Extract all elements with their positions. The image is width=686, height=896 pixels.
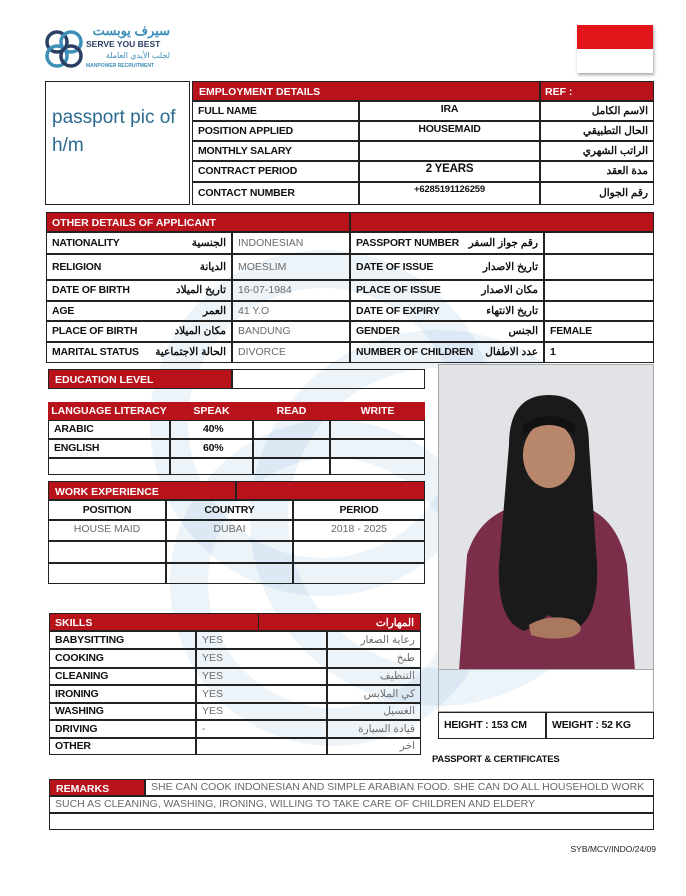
skill-cooking-value: YES — [196, 649, 327, 668]
work-empty-cell — [293, 541, 425, 563]
skill-ironing-arabic: كي الملابس — [327, 685, 421, 703]
language-empty-cell — [253, 458, 330, 475]
position-applied-arabic: الحال التطبيقي — [540, 121, 654, 141]
work-empty-cell — [166, 563, 293, 584]
label-text: NATIONALITY — [52, 236, 120, 249]
skill-driving-value: - — [196, 720, 327, 738]
language-arabic-speak: 40% — [170, 420, 253, 439]
religion-label — [46, 254, 232, 280]
work-empty-cell — [48, 541, 166, 563]
passport-photo-box — [45, 81, 190, 205]
language-arabic-write — [330, 420, 425, 439]
place-of-issue-label — [350, 280, 544, 301]
contract-period-value: 2 YEARS — [359, 161, 540, 182]
skill-washing-value: YES — [196, 703, 327, 720]
language-header-literacy: LANGUAGE LITERACY — [48, 402, 170, 420]
label-text: DATE OF ISSUE — [356, 260, 434, 273]
full-name-label: FULL NAME — [192, 101, 359, 121]
marital-status-value: DIVORCE — [232, 342, 350, 363]
skill-cooking: COOKING — [49, 649, 196, 668]
label-text: DATE OF BIRTH — [52, 284, 130, 297]
passport-number-label — [350, 232, 544, 254]
work-experience-header-right — [236, 481, 425, 500]
employment-header: EMPLOYMENT DETAILS — [192, 81, 540, 101]
label-arabic: الديانة — [199, 260, 226, 273]
logo-arabic-sub: لجلب الأيدي العاملة — [105, 51, 170, 60]
gender-label — [350, 321, 544, 342]
flag-red-band — [577, 25, 653, 49]
education-header: EDUCATION LEVEL — [48, 369, 232, 389]
skill-babysitting: BABYSITTING — [49, 631, 196, 649]
label-arabic: عدد الاطفال — [485, 346, 538, 359]
date-of-expiry-value — [544, 301, 654, 321]
height-value: HEIGHT : 153 CM — [438, 712, 546, 739]
footer-code: SYB/MCV/INDO/24/09 — [570, 844, 656, 854]
skill-cooking-arabic: طبخ — [327, 649, 421, 668]
ref-label: REF : — [540, 81, 654, 101]
label-arabic: الحالة الاجتماعية — [155, 346, 226, 359]
skill-driving-arabic: قيادة السيارة — [327, 720, 421, 738]
monthly-salary-label: MONTHLY SALARY — [192, 141, 359, 161]
company-logo — [42, 24, 172, 74]
language-arabic-read — [253, 420, 330, 439]
label-arabic: الجنس — [508, 325, 538, 338]
language-empty-cell — [330, 458, 425, 475]
label-arabic: العمر — [202, 304, 226, 317]
applicant-figure — [439, 365, 654, 670]
position-applied-value: HOUSEMAID — [359, 121, 540, 141]
photo-caption-strip — [438, 670, 654, 712]
label-text: PASSPORT NUMBER — [356, 236, 459, 249]
label-arabic: تاريخ الاصدار — [482, 260, 538, 273]
label-text: MARITAL STATUS — [52, 346, 139, 359]
label-text: PLACE OF ISSUE — [356, 284, 441, 297]
label-text: GENDER — [356, 325, 400, 338]
language-english-write — [330, 439, 425, 458]
nationality-label — [46, 232, 232, 254]
remarks-header: REMARKS — [49, 779, 145, 796]
language-header-write: WRITE — [330, 402, 425, 420]
language-header-speak: SPEAK — [170, 402, 253, 420]
place-of-birth-label — [46, 321, 232, 342]
skill-babysitting-arabic: رعاية الصغار — [327, 631, 421, 649]
work-header-country: COUNTRY — [166, 500, 293, 520]
contract-period-label: CONTRACT PERIOD — [192, 161, 359, 182]
age-value: 41 Y.O — [232, 301, 350, 321]
work-empty-cell — [293, 563, 425, 584]
work-empty-cell — [48, 563, 166, 584]
logo-knot-icon — [42, 27, 86, 71]
full-name-value: IRA — [359, 101, 540, 121]
contract-period-arabic: مدة العقد — [540, 161, 654, 182]
language-empty-cell — [170, 458, 253, 475]
language-header-read: READ — [253, 402, 330, 420]
gender-value: FEMALE — [544, 321, 654, 342]
label-arabic: الجنسية — [191, 236, 226, 249]
language-arabic: ARABIC — [48, 420, 170, 439]
contact-number-label: CONTACT NUMBER — [192, 182, 359, 205]
place-of-birth-value: BANDUNG — [232, 321, 350, 342]
label-text: AGE — [52, 304, 75, 317]
skill-other-value — [196, 738, 327, 755]
place-of-issue-value — [544, 280, 654, 301]
age-label — [46, 301, 232, 321]
skill-washing: WASHING — [49, 703, 196, 720]
contact-number-value: +6285191126259 — [359, 182, 540, 205]
passport-number-value — [544, 232, 654, 254]
monthly-salary-arabic: الراتب الشهري — [540, 141, 654, 161]
skill-ironing: IRONING — [49, 685, 196, 703]
applicant-photo — [438, 364, 654, 670]
other-details-header-right — [350, 212, 654, 232]
language-english: ENGLISH — [48, 439, 170, 458]
skills-header — [49, 613, 421, 631]
work-header-position: POSITION — [48, 500, 166, 520]
work-row-position: HOUSE MAID — [48, 520, 166, 541]
remarks-line-2: SUCH AS CLEANING, WASHING, IRONING, WILLING TO TAKE CARE OF CHILDREN AND ELDERY — [49, 796, 654, 813]
language-english-speak: 60% — [170, 439, 253, 458]
skill-cleaning: CLEANING — [49, 668, 196, 685]
other-details-header: OTHER DETAILS OF APPLICANT — [46, 212, 350, 232]
label-arabic: تاريخ الميلاد — [175, 284, 226, 297]
education-value — [232, 369, 425, 389]
nationality-value: INDONESIAN — [232, 232, 350, 254]
remarks-line-1: SHE CAN COOK INDONESIAN AND SIMPLE ARABIAN FOOD. SHE CAN DO ALL HOUSEHOLD WORK — [145, 779, 654, 796]
remarks-line-3 — [49, 813, 654, 830]
date-of-issue-label — [350, 254, 544, 280]
label-arabic: رقم جواز السفر — [468, 236, 538, 249]
passport-placeholder-text: passport pic of h/m — [52, 107, 176, 156]
full-name-arabic: الاسم الكامل — [540, 101, 654, 121]
skill-other: OTHER — [49, 738, 196, 755]
work-row-country: DUBAI — [166, 520, 293, 541]
label-arabic: مكان الاصدار — [481, 284, 538, 297]
skill-washing-arabic: الغسيل — [327, 703, 421, 720]
skill-cleaning-arabic: التنظيف — [327, 668, 421, 685]
skill-babysitting-value: YES — [196, 631, 327, 649]
work-experience-header: WORK EXPERIENCE — [48, 481, 236, 500]
flag-white-band — [577, 49, 653, 73]
indonesia-flag — [577, 25, 653, 73]
skill-other-arabic: اخر — [327, 738, 421, 755]
logo-english-name: SERVE YOU BEST — [86, 39, 161, 49]
work-row-period: 2018 - 2025 — [293, 520, 425, 541]
language-empty-cell — [48, 458, 170, 475]
date-of-birth-value: 16-07-1984 — [232, 280, 350, 301]
label-arabic: تاريخ الانتهاء — [486, 304, 538, 317]
skill-driving: DRIVING — [49, 720, 196, 738]
date-of-expiry-label — [350, 301, 544, 321]
skills-title-arabic: المهارات — [375, 617, 414, 629]
passport-certificates-label: PASSPORT & CERTIFICATES — [432, 754, 560, 765]
logo-english-sub: MANPOWER RECRUITMENT — [86, 63, 155, 69]
religion-value: MOESLIM — [232, 254, 350, 280]
logo-arabic-name: سيرف يوبست — [92, 23, 170, 38]
skills-title: SKILLS — [55, 617, 93, 629]
number-of-children-label — [350, 342, 544, 363]
label-arabic: مكان الميلاد — [174, 325, 226, 338]
language-english-read — [253, 439, 330, 458]
number-of-children-value: 1 — [544, 342, 654, 363]
label-text: DATE OF EXPIRY — [356, 304, 440, 317]
marital-status-label — [46, 342, 232, 363]
label-text: NUMBER OF CHILDREN — [356, 346, 474, 359]
label-text: PLACE OF BIRTH — [52, 325, 138, 338]
work-empty-cell — [166, 541, 293, 563]
contact-number-arabic: رقم الجوال — [540, 182, 654, 205]
label-text: RELIGION — [52, 260, 102, 273]
date-of-birth-label — [46, 280, 232, 301]
skill-cleaning-value: YES — [196, 668, 327, 685]
monthly-salary-value — [359, 141, 540, 161]
date-of-issue-value — [544, 254, 654, 280]
skills-divider — [258, 614, 259, 632]
skill-ironing-value: YES — [196, 685, 327, 703]
position-applied-label: POSITION APPLIED — [192, 121, 359, 141]
weight-value: WEIGHT : 52 KG — [546, 712, 654, 739]
work-header-period: PERIOD — [293, 500, 425, 520]
